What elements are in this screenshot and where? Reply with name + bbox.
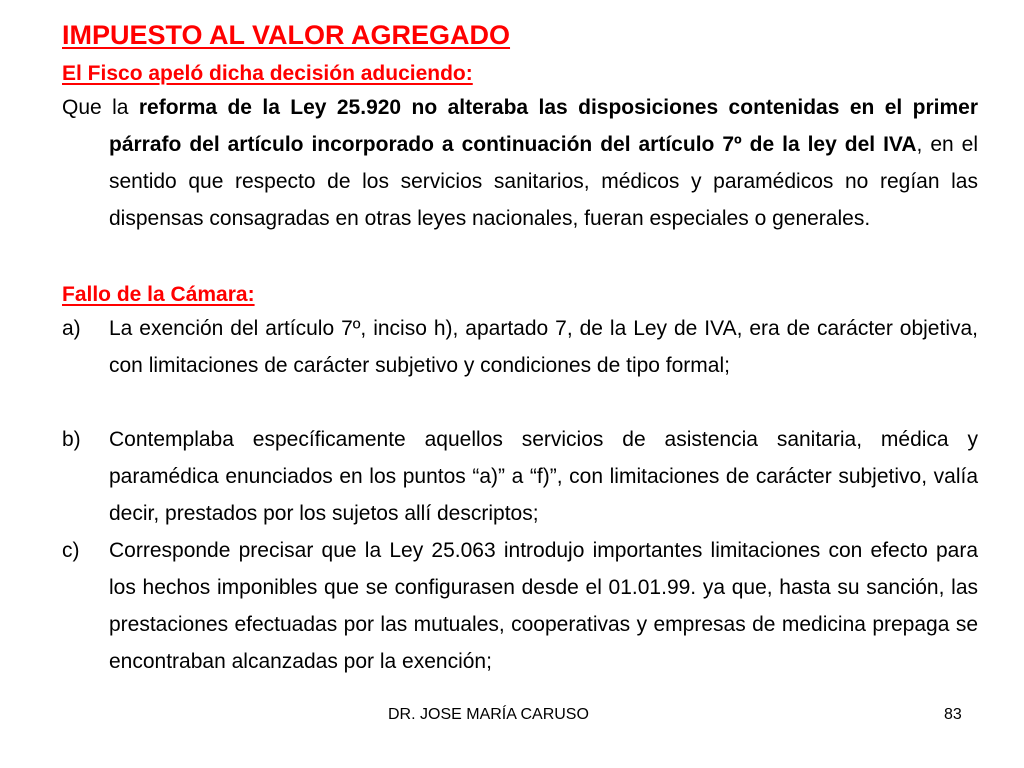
- list-marker: a): [62, 317, 81, 340]
- list-item-text: Contemplaba específicamente aquellos servicios de asistencia sanitaria, médica y paramédica enunciados en los puntos “a)” a “f)”, con limitaciones de carácter subjetivo, valía decir, prestados por los sujetos allí descriptos;: [109, 428, 978, 525]
- list-item-b: [62, 421, 978, 532]
- intro-paragraph: [62, 89, 978, 237]
- intro-rest: , en el sentido que respecto de los servicios sanitarios, médicos y paramédicos no regían las dispensas consagradas en otras leyes nacionales, fueran especiales o generales.: [109, 133, 978, 230]
- list-item-text: La exención del artículo 7º, inciso h), apartado 7, de la Ley de IVA, era de carácter objetiva, con limitaciones de carácter subjetivo y condiciones de tipo formal;: [109, 317, 978, 377]
- list-marker: c): [62, 539, 80, 562]
- list-item-a: [62, 310, 978, 384]
- list-item-c: [62, 532, 978, 680]
- slide-title: IMPUESTO AL VALOR AGREGADO: [62, 20, 511, 50]
- footer-page-number: 83: [944, 706, 962, 723]
- intro-lead: Que la: [62, 96, 139, 119]
- list-marker: b): [62, 428, 81, 451]
- intro-bold-text: reforma de la Ley 25.920 no alteraba las disposiciones contenidas en el primer párrafo del artículo incorporado a continuación del artículo 7º de la ley del IVA: [109, 96, 979, 156]
- footer-author: DR. JOSE MARÍA CARUSO: [388, 706, 589, 723]
- ruling-heading: Fallo de la Cámara:: [62, 283, 255, 306]
- list-item-text: Corresponde precisar que la Ley 25.063 introdujo importantes limitaciones con efecto para los hechos imponibles que se configurasen desde el 01.01.99. ya que, hasta su sanción, las prestaciones efectuadas por las mutuales, cooperativas y empresas de medicina prepaga se encontraban alcanzadas por la exención;: [109, 539, 978, 673]
- fisco-appeal-heading: El Fisco apeló dicha decisión aduciendo:: [62, 62, 473, 85]
